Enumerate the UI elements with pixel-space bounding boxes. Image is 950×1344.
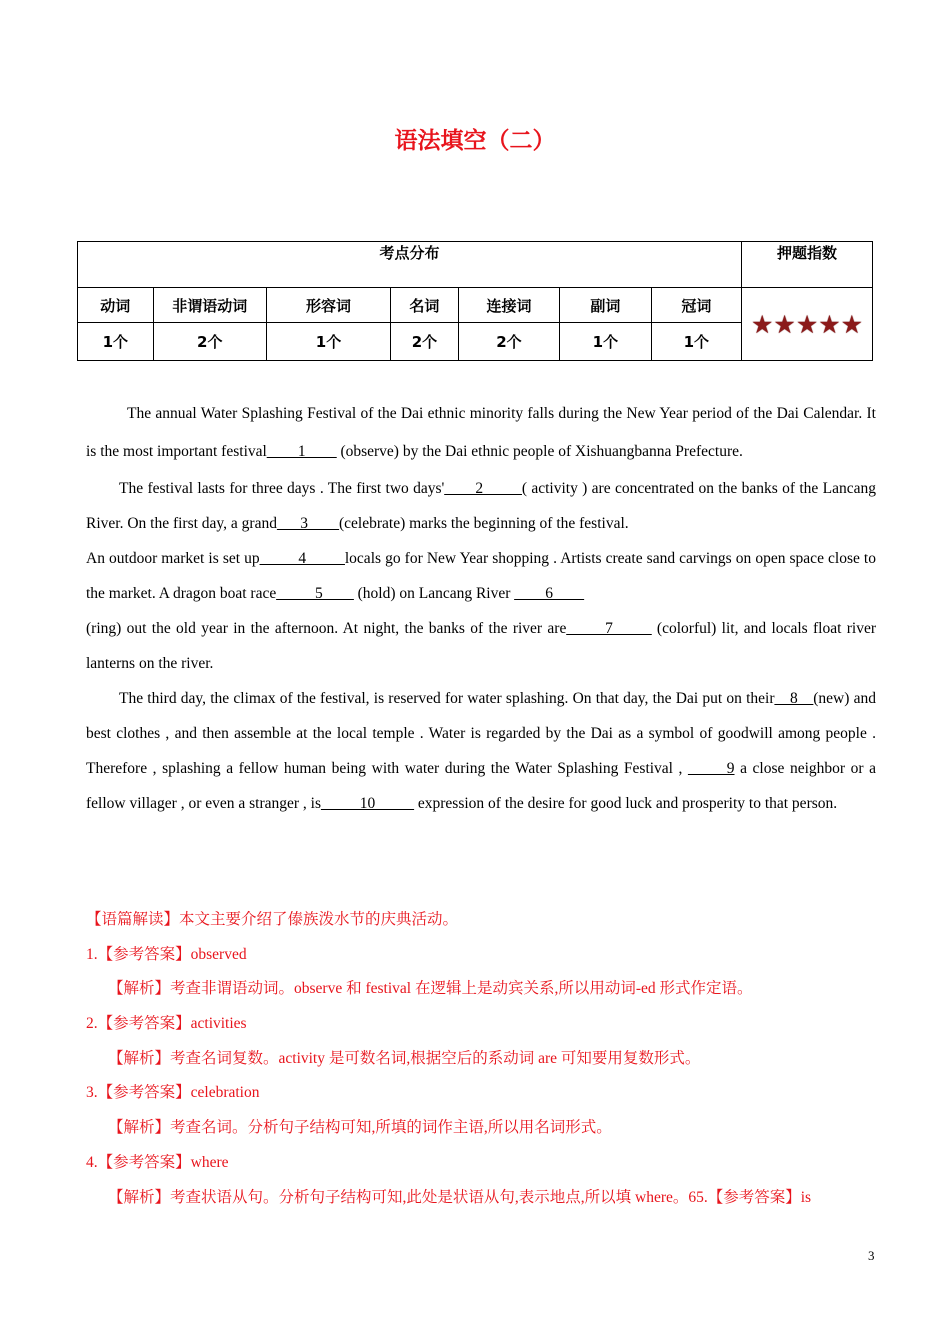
blank-7[interactable]: _____7_____ bbox=[566, 620, 652, 637]
answer-section bbox=[86, 903, 886, 1215]
explanation-3: 【解析】考查名词。分析句子结构可知,所填的词作主语,所以用名词形式。 bbox=[108, 1119, 612, 1137]
category-cell: 名词 bbox=[391, 288, 459, 323]
answer-4: 4.【参考答案】where bbox=[86, 1153, 229, 1171]
star-icon: ★ bbox=[750, 309, 774, 339]
passage-text: a close neighbor or a fellow villager , or even a stranger , is bbox=[86, 760, 876, 812]
star-icon: ★ bbox=[795, 309, 819, 339]
explanation-2: 【解析】考查名词复数。activity 是可数名词,根据空后的系动词 are 可知要用复数形式。 bbox=[108, 1049, 701, 1067]
exam-point-table bbox=[77, 241, 873, 361]
passage-text: The festival lasts for three days . The first two days' bbox=[119, 480, 445, 497]
passage-text: locals go for New Year shopping . Artists create sand carvings on open space close to the market. A dragon boat race bbox=[86, 550, 876, 602]
rating-stars bbox=[750, 309, 864, 339]
answer-2: 2.【参考答案】activities bbox=[86, 1015, 247, 1033]
star-icon: ★ bbox=[840, 309, 864, 339]
passage-paragraph bbox=[86, 395, 876, 471]
count-cell: 1个 bbox=[78, 323, 154, 361]
passage-text: An outdoor market is set up bbox=[86, 550, 260, 567]
passage-summary: 【语篇解读】本文主要介绍了傣族泼水节的庆典活动。 bbox=[86, 911, 459, 928]
answer-1: 1.【参考答案】observed bbox=[86, 945, 247, 963]
passage-text: (new) and best clothes , and then assemble at the local temple . Water is regarded by the Dai as a symbol of goodwill among people . Therefore , splashing a fellow human being with water during the Water Splashing Festival , bbox=[86, 690, 876, 777]
passage-text: The third day, the climax of the festival, is reserved for water splashing. On that day, the Dai put on their bbox=[119, 690, 775, 707]
category-cell: 副词 bbox=[560, 288, 651, 323]
passage bbox=[86, 395, 876, 821]
passage-paragraph bbox=[86, 611, 876, 681]
passage-paragraph bbox=[86, 681, 876, 821]
page-number: 3 bbox=[868, 1248, 875, 1263]
blank-2[interactable]: ____2_____ bbox=[444, 480, 522, 497]
passage-text: The annual Water Splashing Festival of the Dai ethnic minority falls during the New Year period of the Dai Calendar. It is the most important festival bbox=[86, 405, 876, 460]
blank-5[interactable]: _____5____ bbox=[276, 585, 354, 602]
passage-text: (celebrate) marks the beginning of the festival. bbox=[338, 515, 629, 532]
category-cell: 非谓语动词 bbox=[153, 288, 266, 323]
category-cell: 连接词 bbox=[458, 288, 559, 323]
category-cell: 动词 bbox=[78, 288, 154, 323]
blank-4[interactable]: _____4_____ bbox=[259, 550, 345, 567]
answer-3: 3.【参考答案】celebration bbox=[86, 1084, 260, 1102]
blank-1[interactable]: ____1____ bbox=[266, 443, 337, 460]
passage-text: (observe) by the Dai ethnic people of Xishuangbanna Prefecture. bbox=[336, 443, 743, 460]
count-cell: 1个 bbox=[266, 323, 390, 361]
page-title: 语法填空（二） bbox=[394, 128, 556, 154]
passage-text: expression of the desire for good luck and prosperity to that person. bbox=[414, 795, 838, 812]
count-cell: 1个 bbox=[560, 323, 651, 361]
count-cell: 2个 bbox=[458, 323, 559, 361]
passage-paragraph bbox=[86, 471, 876, 541]
header-main: 考点分布 bbox=[78, 242, 742, 288]
blank-10[interactable]: _____10_____ bbox=[321, 795, 414, 812]
star-icon: ★ bbox=[773, 309, 796, 339]
blank-8[interactable]: __8__ bbox=[774, 690, 814, 707]
count-cell: 1个 bbox=[651, 323, 741, 361]
passage-text: ( activity ) are concentrated on the banks of the Lancang River. On the first day, a grand bbox=[86, 480, 876, 532]
count-cell: 2个 bbox=[391, 323, 459, 361]
count-cell: 2个 bbox=[153, 323, 266, 361]
header-index: 押题指数 bbox=[742, 242, 873, 288]
category-cell: 形容词 bbox=[266, 288, 390, 323]
passage-text: (hold) on Lancang River bbox=[353, 585, 515, 602]
category-cell: 冠词 bbox=[651, 288, 741, 323]
blank-6[interactable]: ____6____ bbox=[514, 585, 585, 602]
blank-3[interactable]: ___3____ bbox=[276, 515, 339, 532]
passage-text: (ring) out the old year in the afternoon. At night, the banks of the river are bbox=[86, 620, 567, 637]
star-icon: ★ bbox=[818, 309, 841, 339]
passage-text: (colorful) lit, and locals float river lanterns on the river. bbox=[86, 620, 876, 672]
rating-cell bbox=[742, 288, 873, 361]
passage-paragraph bbox=[86, 541, 876, 611]
blank-9[interactable]: _____9 bbox=[688, 760, 735, 777]
explanation-1: 【解析】考查非谓语动词。observe 和 festival 在逻辑上是动宾关系,所以用动词-ed 形式作定语。 bbox=[108, 980, 753, 998]
explanation-4: 【解析】考查状语从句。分析句子结构可知,此处是状语从句,表示地点,所以填 where。65.【参考答案】is bbox=[108, 1188, 812, 1206]
